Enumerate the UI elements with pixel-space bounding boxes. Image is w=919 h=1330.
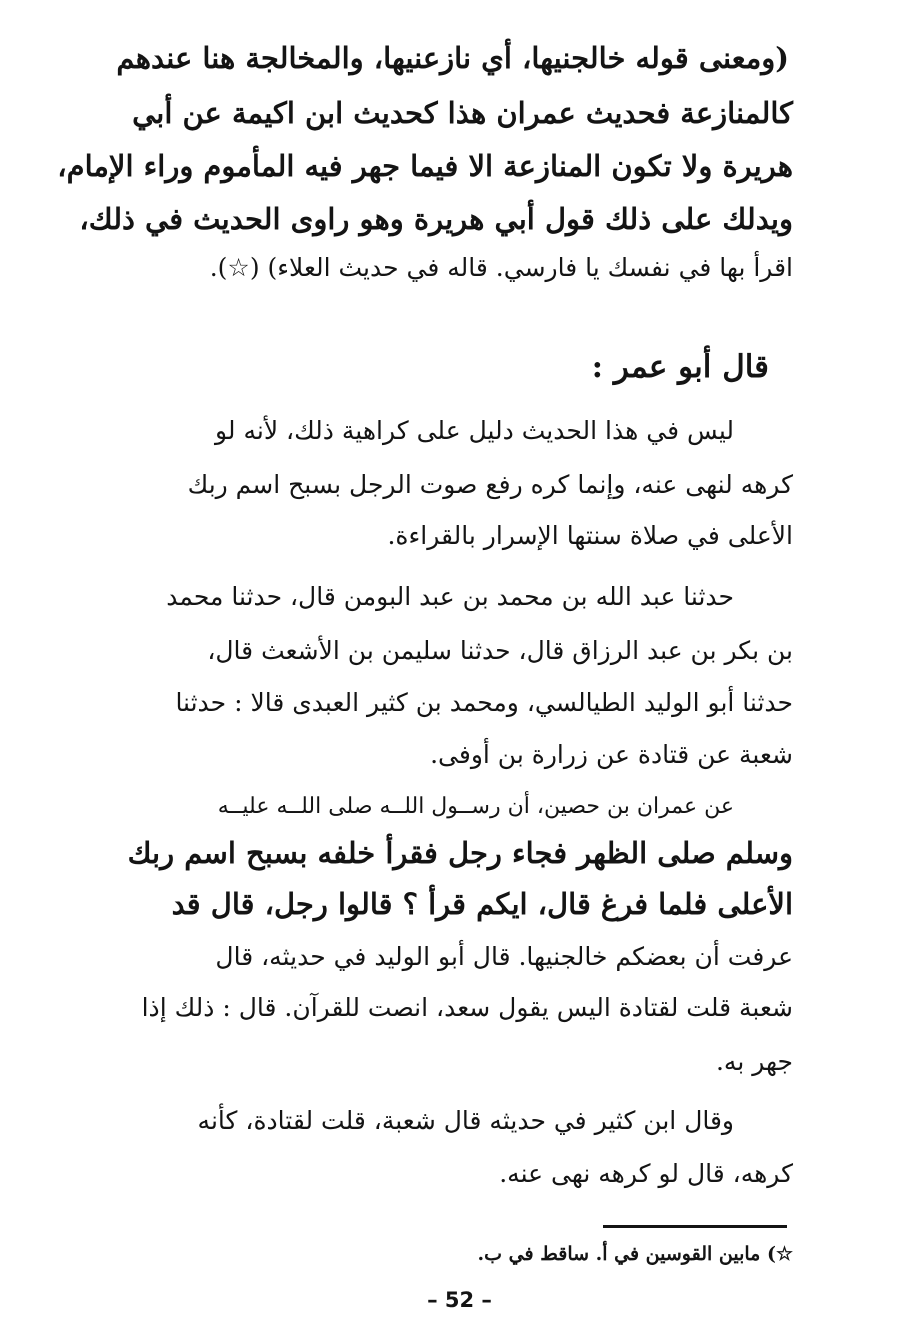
text-line: الأعلى فلما فرغ قال، ايكم قرأ ؟ قالوا رجل، قال قد [171,887,793,921]
text-line: هريرة ولا تكون المنازعة الا فيما جهر فيه المأموم وراء الإمام، [57,149,793,183]
text-line: كرهه، قال لو كرهه نهى عنه. [499,1159,793,1188]
text-line: ليس في هذا الحديث دليل على كراهية ذلك، لأنه لو [215,416,734,445]
footnote-separator [603,1225,787,1228]
text-line: ويدلك على ذلك قول أبي هريرة وهو راوى الحديث في ذلك، [79,202,793,236]
text-line: عن عمران بن حصين، أن رســول اللــه صلى اللــه عليــه [217,794,734,819]
text-line: (ومعنى قوله خالجنيها، أي نازعنيها، والمخالجة هنا عندهم [116,41,789,75]
text-line: جهر به. [715,1047,793,1076]
text-line: اقرأ بها في نفسك يا فارسي. قاله في حديث العلاء) (☆). [209,253,793,282]
text-line: كرهه لنهى عنه، وإنما كره رفع صوت الرجل بسبح اسم ربك [187,470,793,499]
text-line: كالمنازعة فحديث عمران هذا كحديث ابن اكيمة عن أبي [132,96,793,130]
text-line: عرفت أن بعضكم خالجنيها. قال أبو الوليد في حديثه، قال [215,942,793,971]
text-line: وقال ابن كثير في حديثه قال شعبة، قلت لقتادة، كأنه [197,1106,734,1135]
text-line: شعبة عن قتادة عن زرارة بن أوفى. [430,740,793,769]
text-line: وسلم صلى الظهر فجاء رجل فقرأ خلفه بسبح اسم ربك [127,836,793,870]
text-line: شعبة قلت لقتادة اليس يقول سعد، انصت للقرآن. قال : ذلك إذا [141,993,793,1022]
text-line: حدثنا أبو الوليد الطيالسي، ومحمد بن كثير العبدى قالا : حدثنا [175,688,793,717]
text-line: الأعلى في صلاة سنتها الإسرار بالقراءة. [387,521,793,550]
footnote: ☆) مابين القوسين في أ. ساقط في ب. [477,1243,793,1265]
text-line: حدثنا عبد الله بن محمد بن عبد البومن قال، حدثنا محمد [166,582,734,611]
page-number: – 52 – [427,1288,492,1312]
text-line: بن بكر بن عبد الرزاق قال، حدثنا سليمن بن الأشعث قال، [207,636,793,665]
section-heading: قال أبو عمر : [591,349,769,385]
